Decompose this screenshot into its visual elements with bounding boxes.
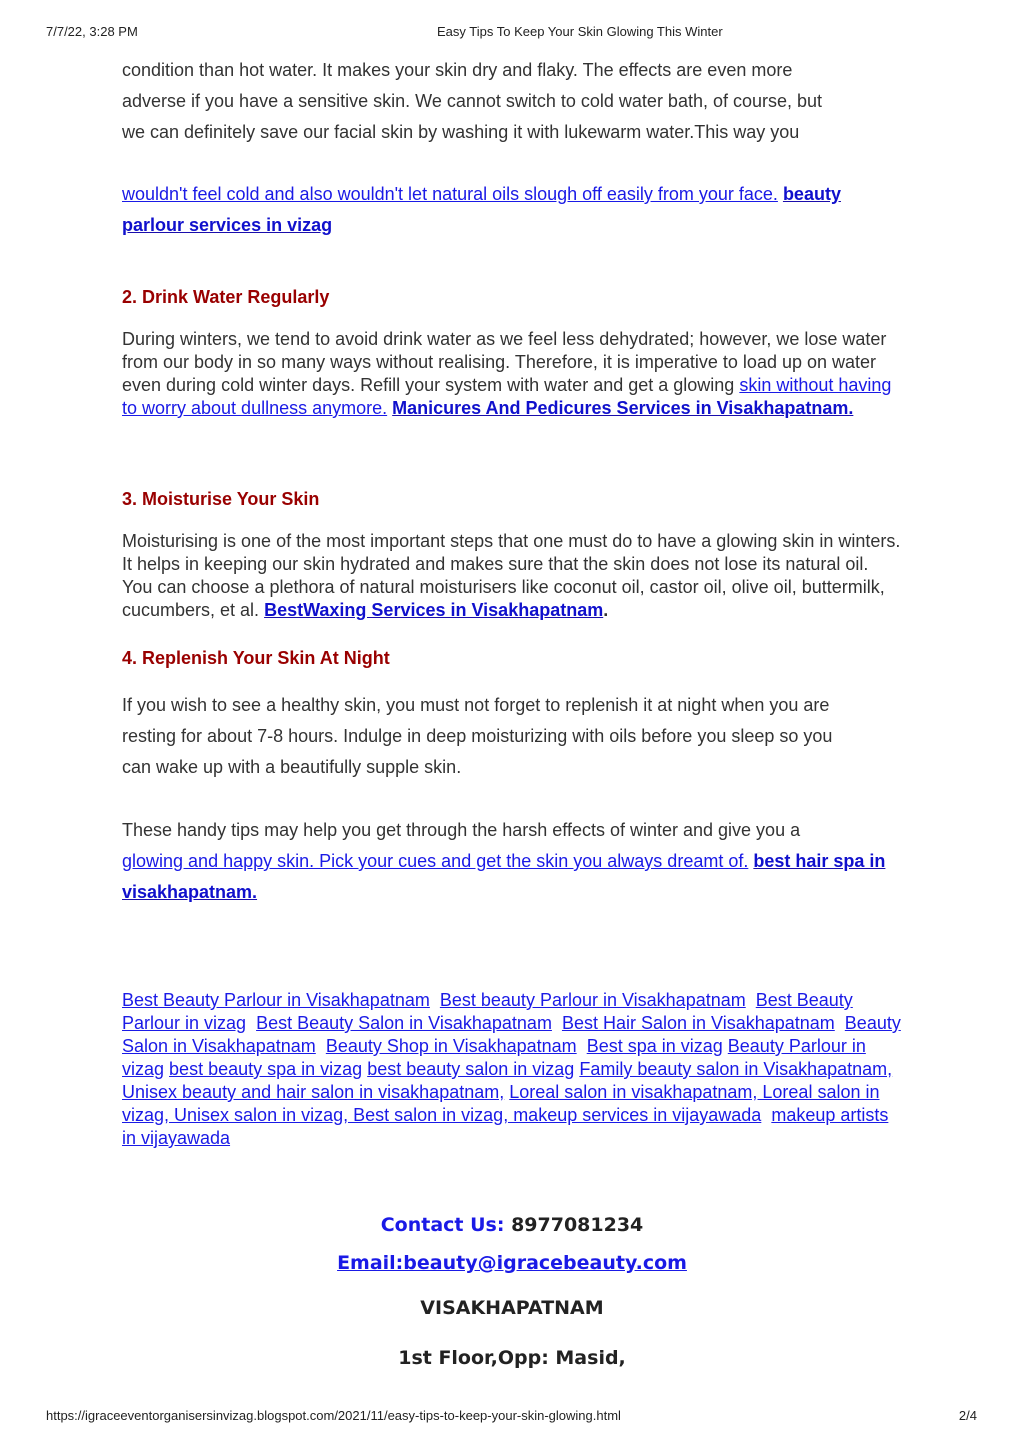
intro-link[interactable]: wouldn't feel cold and also wouldn't let natural oils slough off easily from your face. <box>122 184 778 204</box>
print-url: https://igraceeventorganisersinvizag.blogspot.com/2021/11/easy-tips-to-keep-your-skin-glowing.html <box>46 1408 621 1423</box>
section-4-body <box>122 690 902 783</box>
link-item[interactable]: Beauty Shop in Visakhapatnam <box>325 1036 577 1056</box>
waxing-services-link-text: BestWaxing Services in Visakhapatnam <box>264 600 604 620</box>
email-link[interactable]: Email:beauty@igracebeauty.com <box>337 1252 687 1274</box>
print-datetime: 7/7/22, 3:28 PM <box>46 24 138 39</box>
link-item[interactable]: Family beauty salon in Visakhapatnam, <box>579 1059 893 1079</box>
intro-link-paragraph <box>122 179 902 241</box>
seo-links-block <box>122 989 902 1150</box>
section-4-line-1: If you wish to see a healthy skin, you must not forget to replenish it at night when you are <box>122 695 830 715</box>
link-item[interactable]: Best spa in vizag <box>586 1036 723 1056</box>
section-2 <box>122 285 902 309</box>
waxing-services-link[interactable] <box>264 600 603 620</box>
section-4-line-3: can wake up with a beautifully supple skin. <box>122 757 462 777</box>
section-3 <box>122 487 902 511</box>
link-item[interactable]: Best Beauty Parlour in Visakhapatnam <box>122 990 430 1010</box>
contact-address: 1st Floor,Opp: Masid, <box>398 1347 626 1369</box>
link-item[interactable]: Unisex beauty and hair salon in visakhapatnam, <box>122 1082 505 1102</box>
section-3-heading: 3. Moisturise Your Skin <box>122 489 320 509</box>
section-4-line-2: resting for about 7-8 hours. Indulge in deep moisturizing with oils before you sleep so you <box>122 726 833 746</box>
contact-phone: 8977081234 <box>511 1214 644 1236</box>
manicures-pedicures-link-text: Manicures And Pedicures Services in Visakhapatnam. <box>392 398 854 418</box>
link-item[interactable]: Best Beauty Salon in Visakhapatnam <box>256 1013 552 1033</box>
manicures-pedicures-link[interactable] <box>392 398 853 418</box>
intro-line-2: adverse if you have a sensitive skin. We cannot switch to cold water bath, of course, but <box>122 91 823 111</box>
intro-line-3: we can definitely save our facial skin by washing it with lukewarm water.This way you <box>122 122 800 142</box>
link-item[interactable]: Beauty Salon in Visakhapatnam <box>122 1013 901 1056</box>
link-item[interactable]: makeup artists in vijayawada <box>122 1105 889 1148</box>
intro-line-1: condition than hot water. It makes your skin dry and flaky. The effects are even more <box>122 60 793 80</box>
closing-paragraph <box>122 815 902 908</box>
link-item[interactable]: best beauty salon in vizag <box>367 1059 575 1079</box>
intro-paragraph <box>122 55 902 148</box>
contact-line <box>0 1214 1024 1236</box>
closing-line-1: These handy tips may help you get through the harsh effects of winter and give you a <box>122 820 801 840</box>
link-item[interactable]: Beauty Parlour in vizag <box>122 1036 866 1079</box>
section-3-tail: . <box>603 600 609 620</box>
section-2-text: During winters, we tend to avoid drink water as we feel less dehydrated; however, we lose water from our body in so many ways without realising. Therefore, it is imperative to load up on water even during cold winter days. Refill your system with water and get a glowing <box>122 329 887 395</box>
email-line <box>0 1252 1024 1274</box>
section-4 <box>122 646 902 670</box>
section-2-body <box>122 328 902 420</box>
section-4-heading: 4. Replenish Your Skin At Night <box>122 648 390 668</box>
section-3-text: Moisturising is one of the most important steps that one must do to have a glowing skin in winters. It helps in keeping our skin hydrated and makes sure that the skin does not lose its natural oil. You can choose a plethora of natural moisturisers like coconut oil, castor oil, olive oil, buttermilk, cucumbers, et al. <box>122 531 901 620</box>
print-page-title: Easy Tips To Keep Your Skin Glowing This Winter <box>437 24 723 39</box>
section-2-link[interactable]: skin without having to worry about dullness anymore. <box>122 375 892 418</box>
section-3-body <box>122 530 902 622</box>
beauty-parlour-vizag-link-text: beauty parlour services in vizag <box>122 184 841 235</box>
contact-label: Contact Us: <box>380 1214 505 1236</box>
link-item[interactable]: best beauty spa in vizag <box>169 1059 363 1079</box>
contact-city: VISAKHAPATNAM <box>420 1297 604 1319</box>
link-item[interactable]: Best Hair Salon in Visakhapatnam <box>561 1013 835 1033</box>
hair-spa-link-text: best hair spa in visakhapatnam. <box>122 851 886 902</box>
section-2-heading: 2. Drink Water Regularly <box>122 287 330 307</box>
link-item[interactable]: Best Beauty Parlour in vizag <box>122 990 853 1033</box>
closing-link[interactable]: glowing and happy skin. Pick your cues and get the skin you always dreamt of. <box>122 851 749 871</box>
print-page-number: 2/4 <box>958 1408 977 1423</box>
link-item[interactable]: Best beauty Parlour in Visakhapatnam <box>439 990 746 1010</box>
link-item[interactable]: Loreal salon in visakhapatnam, Loreal salon in vizag, Unisex salon in vizag, Best salon in vizag, makeup services in vijayawada <box>122 1082 880 1125</box>
